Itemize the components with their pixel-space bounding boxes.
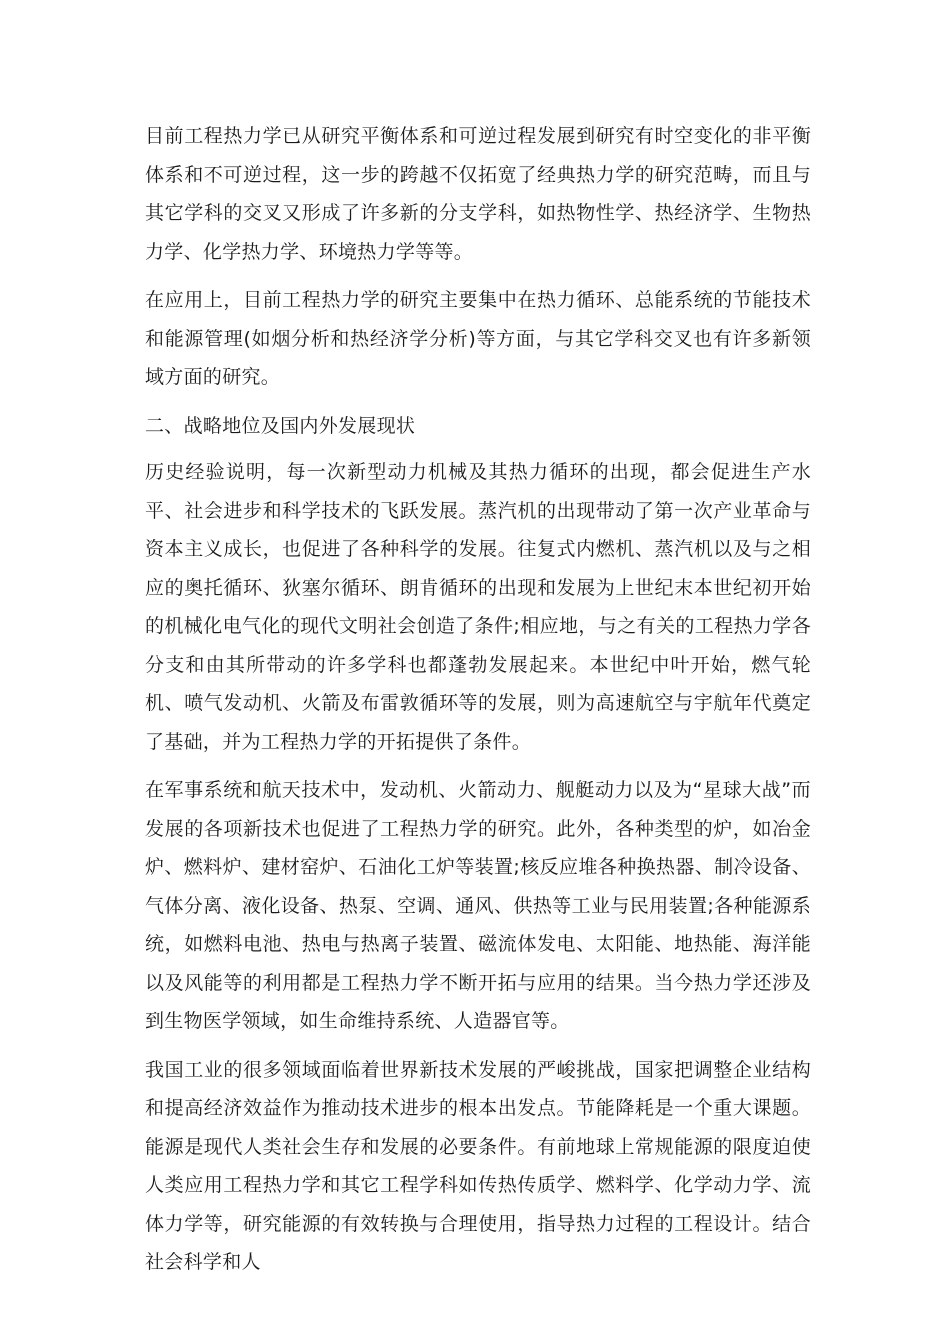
- paragraph-history: 历史经验说明，每一次新型动力机械及其热力循环的出现，都会促进生产水平、社会进步和科学技术的飞跃发展。蒸汽机的出现带动了第一次产业革命与资本主义成长，也促进了各种科学的发展。往复式内燃机、蒸汽机以及与之相应的奥托循环、狄塞尔循环、朗肯循环的出现和发展为上世纪末本世纪初开始的机械化电气化的现代文明社会创造了条件;相应地，与之有关的工程热力学各分支和由其所带动的许多学科也都蓬勃发展起来。本世纪中叶开始，燃气轮机、喷气发动机、火箭及布雷敦循环等的发展，则为高速航空与宇航年代奠定了基础，并为工程热力学的开拓提供了条件。: [145, 461, 811, 753]
- section-heading-strategic-status: 二、战略地位及国内外发展现状: [145, 414, 416, 437]
- paragraph-applications: 在应用上，目前工程热力学的研究主要集中在热力循环、总能系统的节能技术和能源管理(如烟分析和热经济学分析)等方面，与其它学科交叉也有许多新领域方面的研究。: [145, 289, 811, 388]
- paragraph-military-aerospace: 在军事系统和航天技术中，发动机、火箭动力、舰艇动力以及为“星球大战”而发展的各项新技术也促进了工程热力学的研究。此外，各种类型的炉，如冶金炉、燃料炉、建材窑炉、石油化工炉等装置;核反应堆各种换热器、制冷设备、气体分离、液化设备、热泵、空调、通风、供热等工业与民用装置;各种能源系统，如燃料电池、热电与热离子装置、磁流体发电、太阳能、地热能、海洋能以及风能等的利用都是工程热力学不断开拓与应用的结果。当今热力学还涉及到生物医学领域，如生命维持系统、人造器官等。: [145, 779, 811, 1032]
- paragraph-research-scope: 目前工程热力学已从研究平衡体系和可逆过程发展到研究有时空变化的非平衡体系和不可逆过程，这一步的跨越不仅拓宽了经典热力学的研究范畴，而且与其它学科的交叉又形成了许多新的分支学科，如热物性学、热经济学、生物热力学、化学热力学、环境热力学等等。: [145, 125, 811, 263]
- document-body: [145, 117, 811, 1292]
- paragraph-national-industry: 我国工业的很多领域面临着世界新技术发展的严峻挑战，国家把调整企业结构和提高经济效益作为推动技术进步的根本出发点。节能降耗是一个重大课题。能源是现代人类社会生存和发展的必要条件。有前地球上常规能源的限度迫使人类应用工程热力学和其它工程学科如传热传质学、燃料学、化学动力学、流体力学等，研究能源的有效转换与合理使用，指导热力过程的工程设计。结合社会科学和人: [145, 1058, 811, 1273]
